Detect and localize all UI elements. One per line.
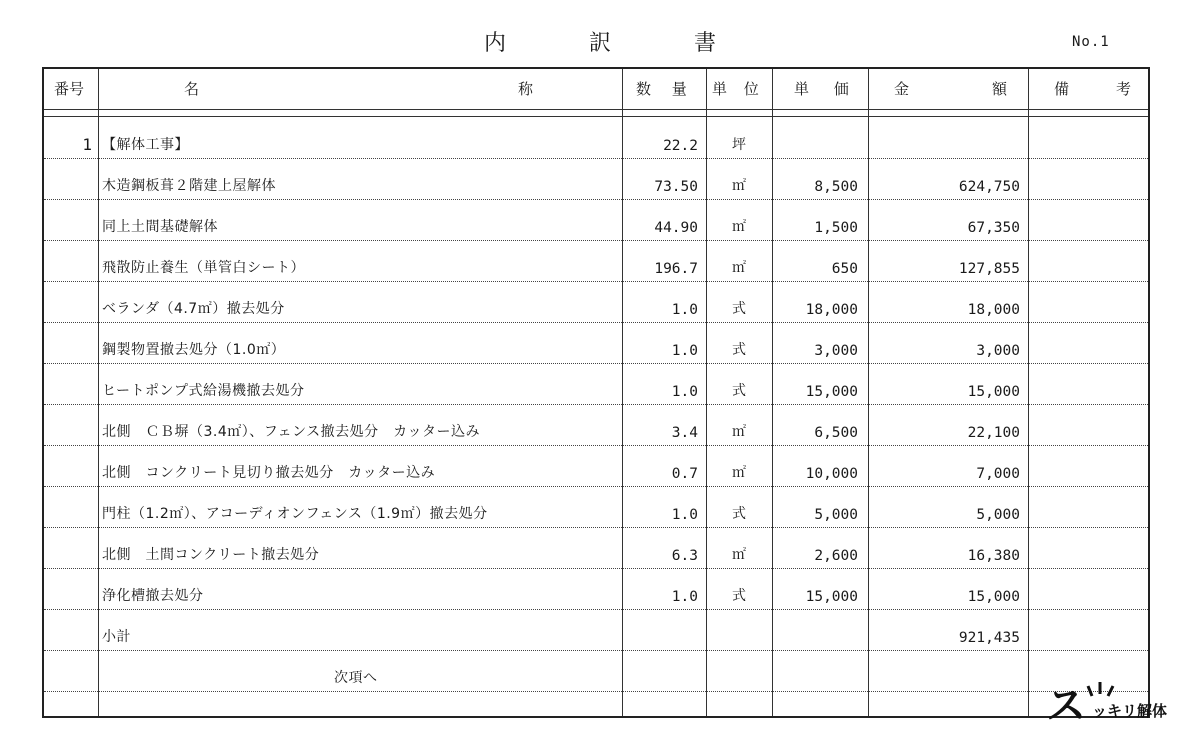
amount-cell: 15,000: [967, 589, 1020, 605]
unit-price-cell: 1,500: [814, 220, 858, 236]
unit-price-cell: 8,500: [814, 179, 858, 195]
item-name: 飛散防止養生（単管白シート）: [102, 260, 305, 276]
table-row: [44, 404, 1148, 445]
unit-cell: 式: [732, 506, 746, 522]
item-name: ベランダ（4.7㎡）撤去処分: [102, 301, 285, 317]
unit-cell: ㎡: [732, 219, 746, 235]
table-row: [44, 117, 1148, 158]
unit-cell: ㎡: [732, 178, 746, 194]
quantity-cell: 0.7: [671, 466, 698, 482]
unit-price-cell: 18,000: [805, 302, 858, 318]
quantity-cell: 44.90: [654, 220, 698, 236]
item-name: 次項へ: [334, 670, 378, 686]
table-row: [44, 445, 1148, 486]
amount-cell: 16,380: [967, 548, 1020, 564]
estimate-table: [42, 67, 1150, 718]
unit-price-cell: 3,000: [814, 343, 858, 359]
header-notes-left: 備: [1054, 80, 1070, 98]
amount-cell: 127,855: [958, 261, 1020, 277]
header-quantity: 数 量: [636, 80, 695, 98]
item-name: 浄化槽撤去処分: [102, 588, 204, 604]
table-row: [44, 281, 1148, 322]
unit-price-cell: 10,000: [805, 466, 858, 482]
item-name: ヒートポンプ式給湯機撤去処分: [102, 383, 305, 399]
row-number: 1: [82, 135, 92, 154]
table-row: [44, 568, 1148, 609]
amount-cell: 624,750: [958, 179, 1020, 195]
quantity-cell: 73.50: [654, 179, 698, 195]
table-row: [44, 691, 1148, 732]
unit-price-cell: 650: [831, 261, 858, 277]
unit-cell: 式: [732, 342, 746, 358]
unit-price-cell: 6,500: [814, 425, 858, 441]
unit-cell: 坪: [732, 137, 746, 153]
unit-price-cell: 15,000: [805, 384, 858, 400]
unit-cell: 式: [732, 301, 746, 317]
header-amount-left: 金: [894, 80, 910, 98]
amount-cell: 67,350: [967, 220, 1020, 236]
item-name: 北側 コンクリート見切り撤去処分 カッター込み: [102, 465, 436, 481]
table-row: [44, 486, 1148, 527]
watermark-logo-mark: ス: [1046, 683, 1086, 729]
item-name: 【解体工事】: [102, 137, 189, 153]
unit-cell: ㎡: [732, 424, 746, 440]
unit-cell: ㎡: [732, 260, 746, 276]
amount-cell: 3,000: [976, 343, 1020, 359]
unit-cell: 式: [732, 588, 746, 604]
header-unit: 単 位: [712, 80, 765, 98]
document-number: No.1: [1072, 34, 1110, 50]
table-row: [44, 527, 1148, 568]
item-name: 同上土間基礎解体: [102, 219, 218, 235]
amount-cell: 921,435: [958, 630, 1020, 646]
table-row: [44, 158, 1148, 199]
header-no: 番号: [54, 80, 85, 98]
quantity-cell: 1.0: [671, 302, 698, 318]
header-name-left: 名: [184, 80, 200, 98]
unit-price-cell: 2,600: [814, 548, 858, 564]
amount-cell: 22,100: [967, 425, 1020, 441]
item-name: 小計: [102, 629, 131, 645]
brand-watermark: [1046, 684, 1196, 728]
unit-price-cell: 5,000: [814, 507, 858, 523]
quantity-cell: 1.0: [671, 589, 698, 605]
table-row: [44, 240, 1148, 281]
table-row: [44, 363, 1148, 404]
document-title: 内 訳 書: [484, 31, 754, 56]
quantity-cell: 3.4: [671, 425, 698, 441]
sparkle-icon: [1086, 680, 1116, 700]
quantity-cell: 196.7: [654, 261, 698, 277]
quantity-cell: 1.0: [671, 343, 698, 359]
item-name: 北側 ＣＢ塀（3.4㎡）、フェンス撤去処分 カッター込み: [102, 424, 481, 440]
unit-cell: ㎡: [732, 465, 746, 481]
unit-cell: ㎡: [732, 547, 746, 563]
unit-cell: 式: [732, 383, 746, 399]
table-row: [44, 322, 1148, 363]
header-unit-price: 単 価: [794, 80, 859, 98]
item-name: 門柱（1.2㎡）、アコーディオンフェンス（1.9㎡）撤去処分: [102, 506, 488, 522]
amount-cell: 15,000: [967, 384, 1020, 400]
quantity-cell: 22.2: [663, 138, 698, 154]
amount-cell: 7,000: [976, 466, 1020, 482]
header-amount-right: 額: [992, 80, 1008, 98]
header-name-right: 称: [518, 80, 534, 98]
amount-cell: 5,000: [976, 507, 1020, 523]
quantity-cell: 1.0: [671, 507, 698, 523]
quantity-cell: 1.0: [671, 384, 698, 400]
quantity-cell: 6.3: [671, 548, 698, 564]
table-row: [44, 199, 1148, 240]
amount-cell: 18,000: [967, 302, 1020, 318]
item-name: 鋼製物置撤去処分（1.0㎡）: [102, 342, 286, 358]
table-row: [44, 650, 1148, 691]
header-separator: [44, 109, 1148, 110]
item-name: 木造鋼板葺２階建上屋解体: [102, 178, 276, 194]
item-name: 北側 土間コンクリート撤去処分: [102, 547, 320, 563]
table-row: [44, 609, 1148, 650]
header-notes-right: 考: [1116, 80, 1132, 98]
unit-price-cell: 15,000: [805, 589, 858, 605]
watermark-logo-text: ッキリ解体: [1092, 702, 1168, 720]
